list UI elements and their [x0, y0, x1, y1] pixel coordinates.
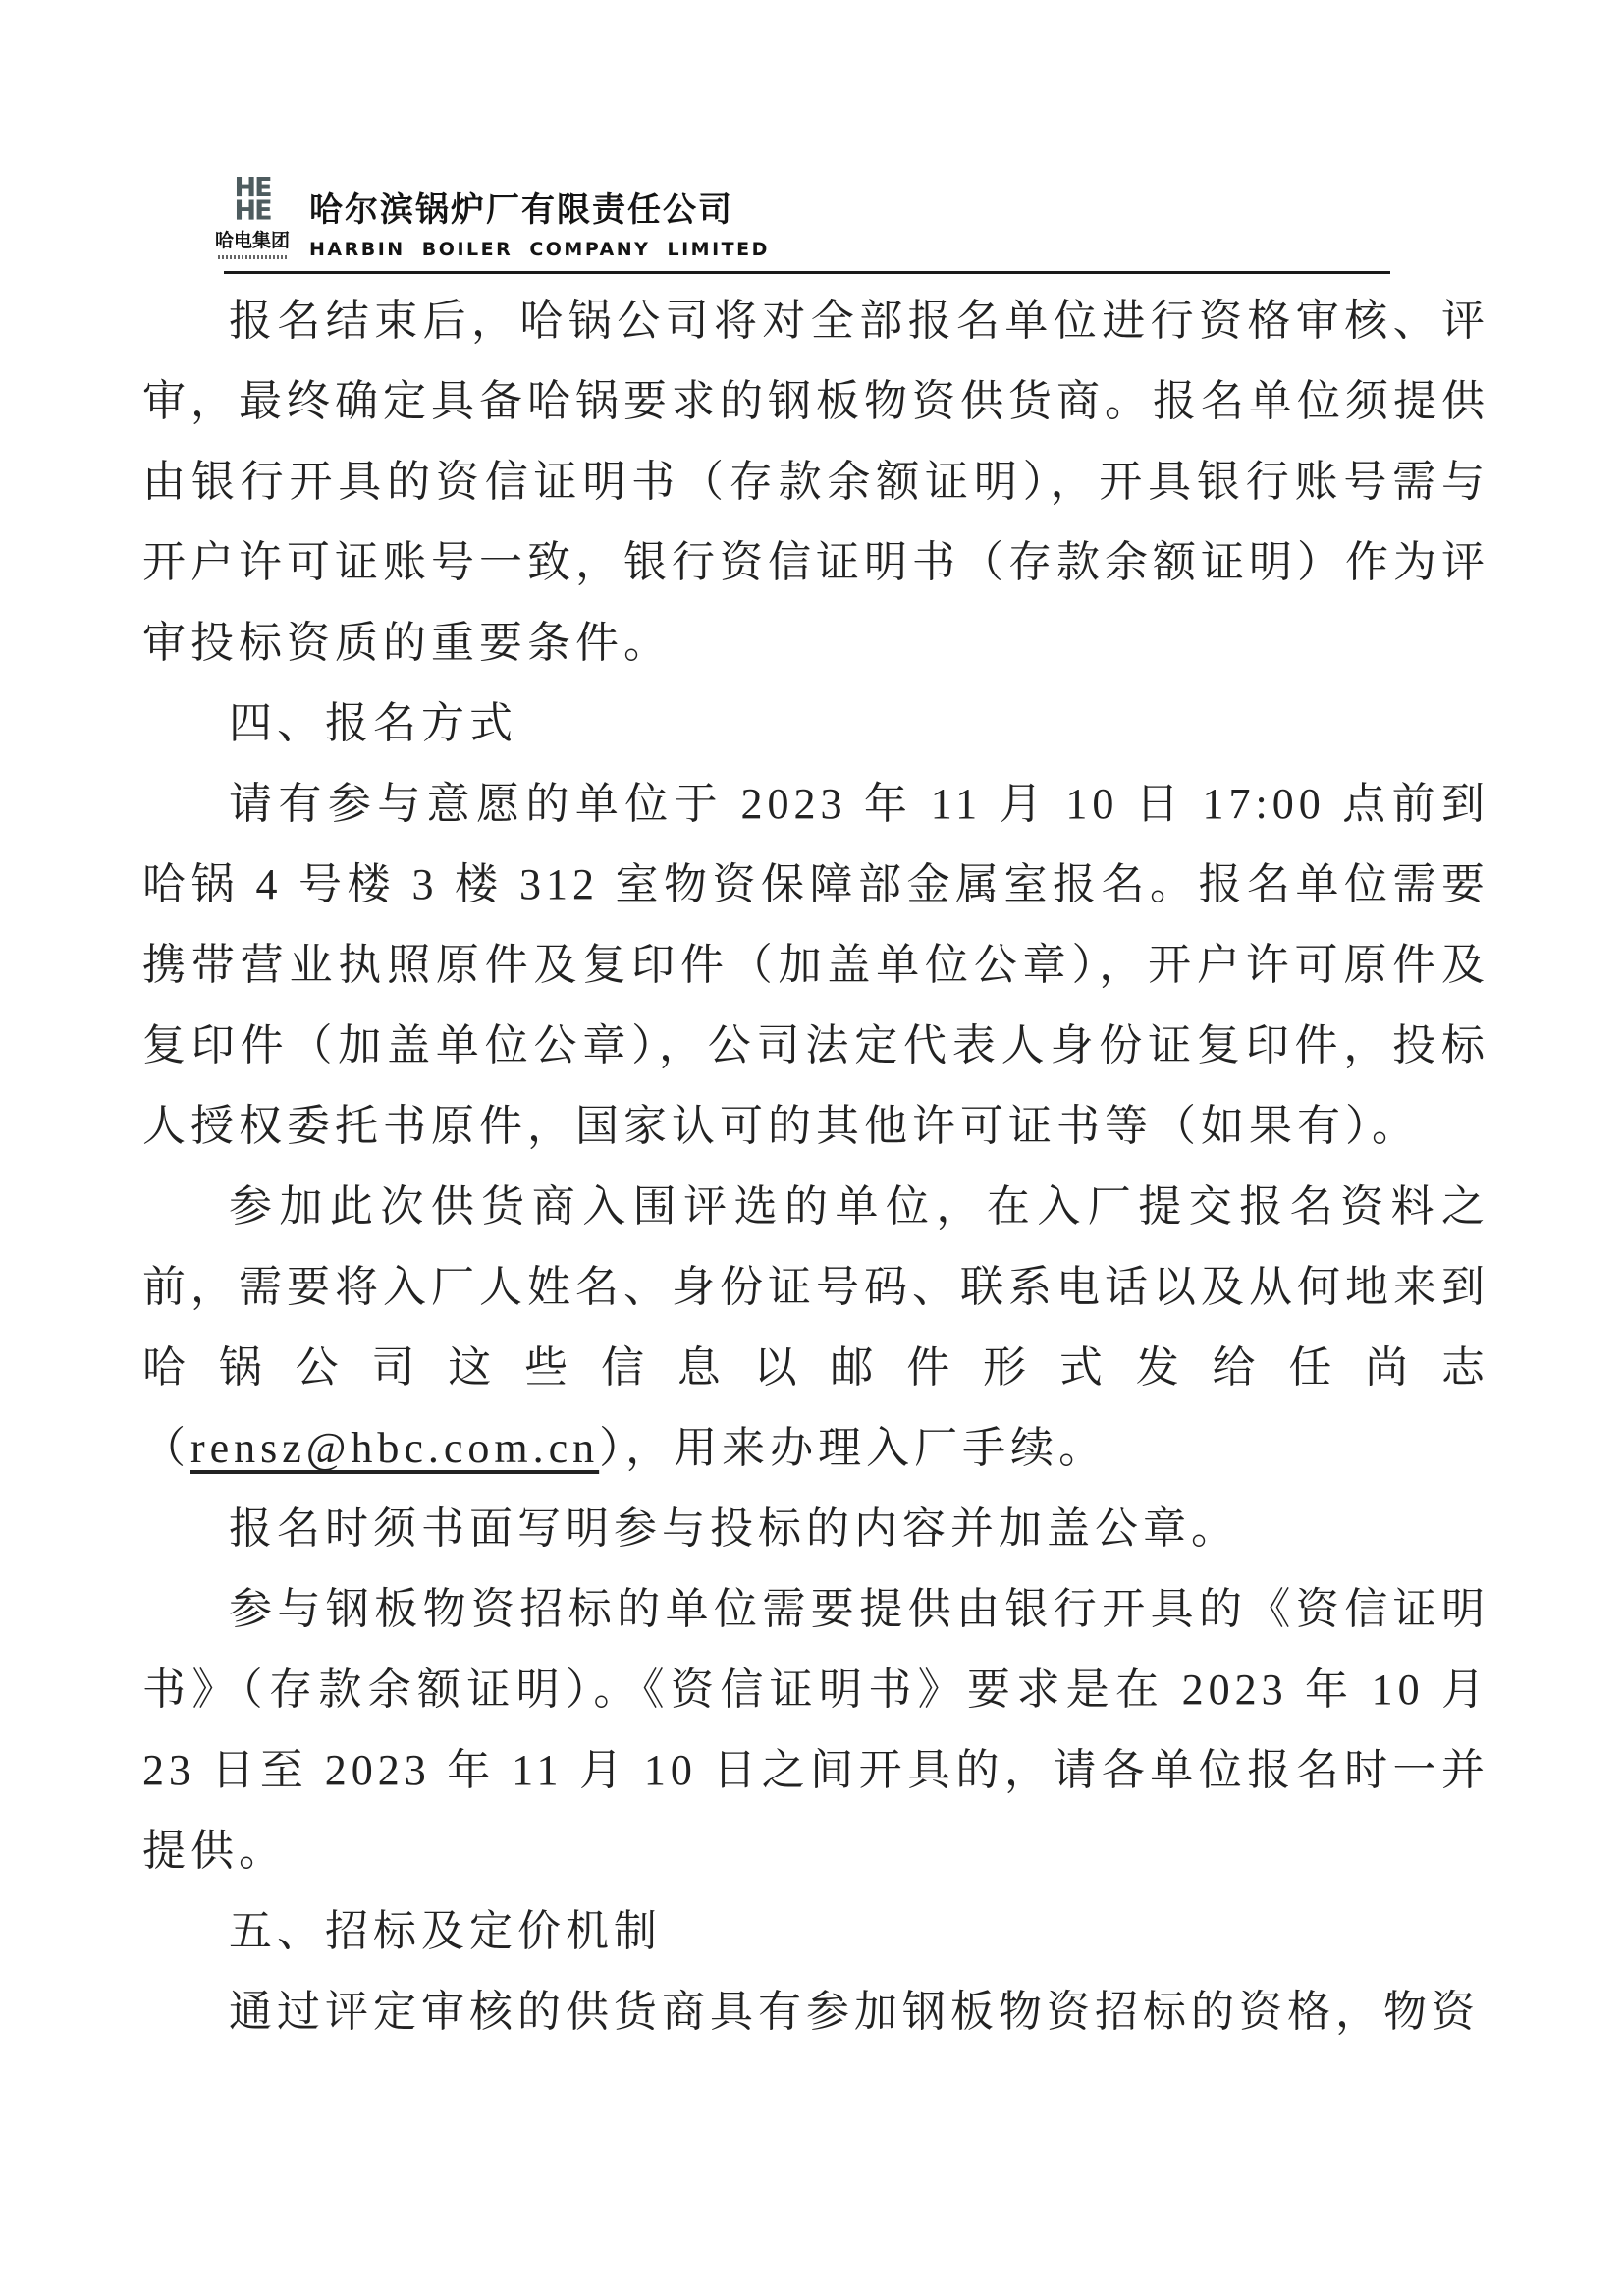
paragraph-written-statement: 报名时须书面写明参与投标的内容并加盖公章。 [229, 1504, 1239, 1553]
paragraph-credit-certificate: 参与钢板物资招标的单位需要提供由银行开具的《资信证明书》（存款余额证明）。《资信证明书》要求是在 2023 年 10 月 23 日至 2023 年 11 月 10 日之间开具的，请各单位报名时一并提供。 [142, 1585, 1489, 1875]
paragraph-bidding-qualification: 通过评定审核的供货商具有参加钢板物资招标的资格，物资 [229, 1988, 1480, 2036]
entry-procedure-text-after-email: ），用来办理入厂手续。 [599, 1424, 1108, 1472]
logo-fineprint [218, 255, 287, 259]
header-divider [224, 271, 1390, 274]
logo-mark-row-bottom: HE [234, 194, 271, 227]
document-body [142, 281, 1489, 2052]
company-logo [214, 172, 291, 259]
harbin-electric-logo-icon [214, 172, 291, 227]
logo-group-name: 哈电集团 [214, 230, 290, 251]
paragraph-review-process: 报名结束后，哈锅公司将对全部报名单位进行资格审核、评审，最终确定具备哈锅要求的钢板物资供货商。报名单位须提供由银行开具的资信证明书（存款余额证明），开具银行账号需与开户许可证账号一致，银行资信证明书（存款余额证明）作为评审投标资质的重要条件。 [142, 297, 1489, 667]
paragraph-registration-details: 请有参与意愿的单位于 2023 年 11 月 10 日 17:00 点前到哈锅 4 号楼 3 楼 312 室物资保障部金属室报名。报名单位需要携带营业执照原件及复印件（加盖单位公章），开户许可原件及复印件（加盖单位公章），公司法定代表人身份证复印件，投标人授权委托书原件，国家认可的其他许可证书等（如果有）。 [142, 780, 1489, 1150]
letterhead [309, 183, 770, 260]
paragraph-entry-procedure [142, 1167, 1489, 1489]
section-heading-4-registration-method: 四、报名方式 [229, 699, 517, 747]
email-link[interactable]: rensz@hbc.com.cn [190, 1424, 600, 1472]
logo-mark-row-top: HE [234, 172, 271, 204]
company-name-cn: 哈尔滨锅炉厂有限责任公司 [309, 191, 733, 230]
company-name-en: HARBIN BOILER COMPANY LIMITED [309, 239, 770, 260]
section-heading-5-bidding-pricing: 五、招标及定价机制 [229, 1907, 662, 1955]
entry-procedure-text-before-email: 参加此次供货商入围评选的单位，在入厂提交报名资料之前，需要将入厂人姓名、身份证号码、联系电话以及从何地来到哈锅公司这些信息以邮件形式发给任尚志（ [142, 1182, 1489, 1472]
